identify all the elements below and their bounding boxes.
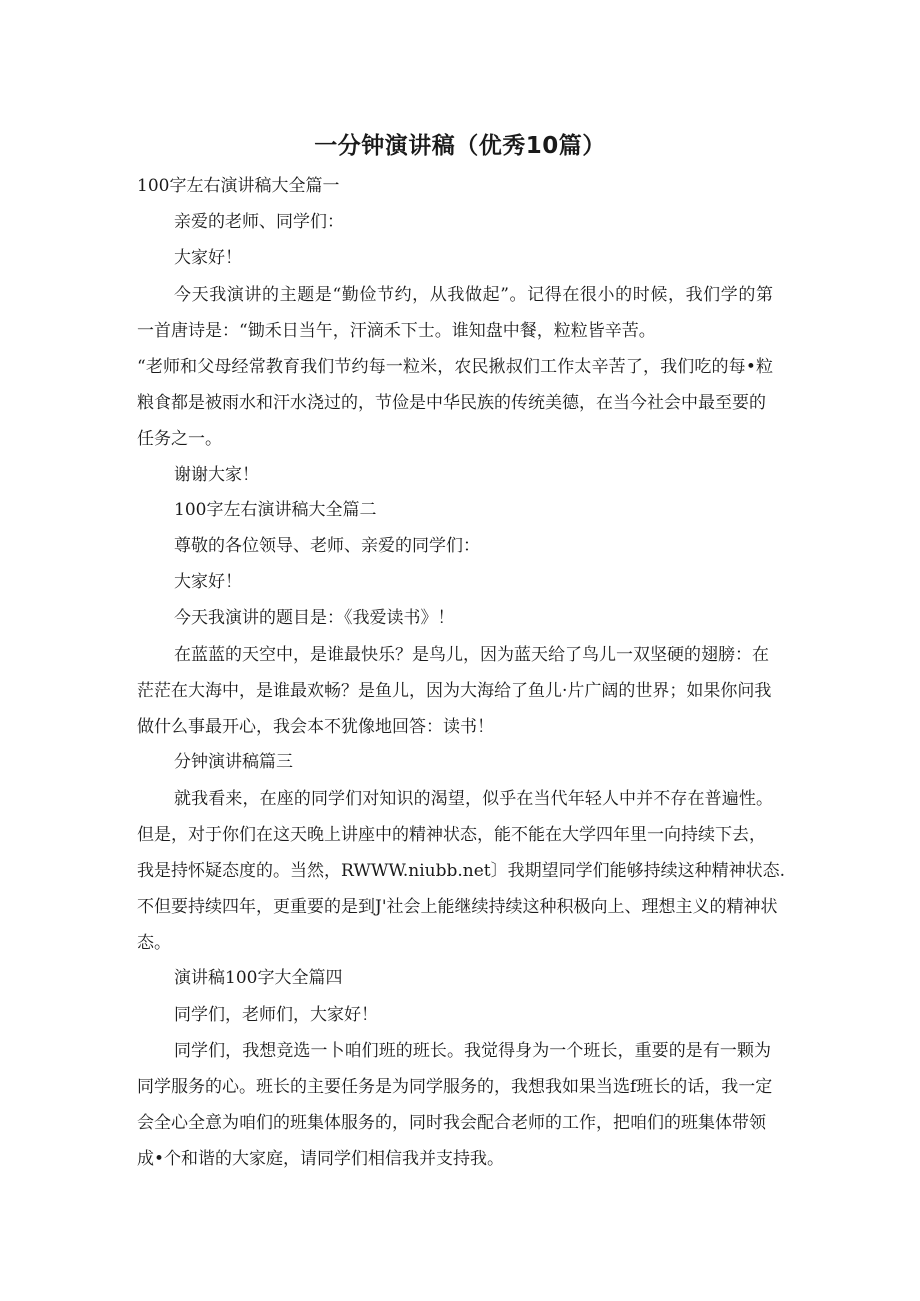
paragraph-line: 就我看来，在座的同学们对知识的渴望，似乎在当代年轻人中并不存在普遍性。 [174, 789, 773, 809]
greeting-1: 大家好！ [174, 248, 242, 268]
paragraph-line: “老师和父母经常教育我们节约每一粒米，农民揪叔们工作太辛苦了，我们吃的每•粒 [137, 357, 773, 377]
greeting-2: 大家好！ [174, 572, 242, 592]
paragraph-line: 今天我演讲的主题是“勤俭节约，从我做起”。记得在很小的时候，我们学的第 [174, 285, 773, 305]
section-heading-2: 100字左右演讲稿大全篇二 [174, 500, 377, 520]
paragraph-line: 一首唐诗是：“锄禾日当午，汗滴禾下士。谁知盘中餐，粒粒皆辛苦。 [137, 321, 656, 341]
paragraph-line: 不但要持续四年，更重要的是到J'社会上能继续持续这种积极向上、理想主义的精神状 [137, 897, 778, 917]
paragraph-line: 任务之一。 [137, 429, 222, 449]
paragraph-line: 做什么事最开心，我会本不犹像地回答：读书！ [137, 717, 494, 737]
section-heading-3: 分钟演讲稿篇三 [174, 752, 293, 772]
paragraph-line: 粮食都是被雨水和汗水浇过的，节俭是中华民族的传统美德，在当今社会中最至要的 [137, 393, 766, 413]
paragraph-line: 同学们，我想竞选一卜咱们班的班长。我觉得身为一个班长，重要的是有一颗为 [174, 1041, 771, 1061]
salutation-2: 尊敬的各位领导、老师、亲爱的同学们： [174, 536, 480, 556]
greeting-4: 同学们，老师们，大家好！ [174, 1005, 378, 1025]
section-heading-4: 演讲稿100字大全篇四 [174, 968, 343, 988]
paragraph-line: 我是持怀疑态度的。当然，RWWW.niubb.net〕我期望同学们能够持续这种精神状态. [137, 861, 786, 881]
paragraph-line: 茫茫在大海中，是谁最欢畅？是鱼儿，因为大海给了鱼儿·片广阔的世界；如果你问我 [137, 681, 772, 701]
speech-topic: 今天我演讲的题目是：《我爱读书》！ [174, 608, 455, 628]
paragraph-line: 成•个和谐的大家庭，请同学们相信我并支持我。 [137, 1149, 505, 1169]
section-heading-1: 100字左右演讲稿大全篇一 [137, 176, 340, 196]
paragraph-line: 同学服务的心。班长的主要任务是为同学服务的，我想我如果当选f班长的话，我一定 [137, 1077, 773, 1097]
document-title: 一分钟演讲稿（优秀10篇） [314, 133, 606, 159]
salutation-1: 亲爱的老师、同学们： [174, 212, 344, 232]
paragraph-line: 但是，对于你们在这天晚上讲座中的精神状态，能不能在大学四年里一向持续下去， [137, 825, 766, 845]
thanks-line: 谢谢大家！ [174, 465, 259, 485]
paragraph-line: 在蓝蓝的天空中，是谁最快乐？是鸟儿，因为蓝天给了鸟儿一双坚硬的翅膀：在 [174, 645, 769, 665]
paragraph-line: 态。 [137, 933, 171, 953]
paragraph-line: 会全心全意为咱们的班集体服务的，同时我会配合老师的工作，把咱们的班集体带领 [137, 1113, 766, 1133]
